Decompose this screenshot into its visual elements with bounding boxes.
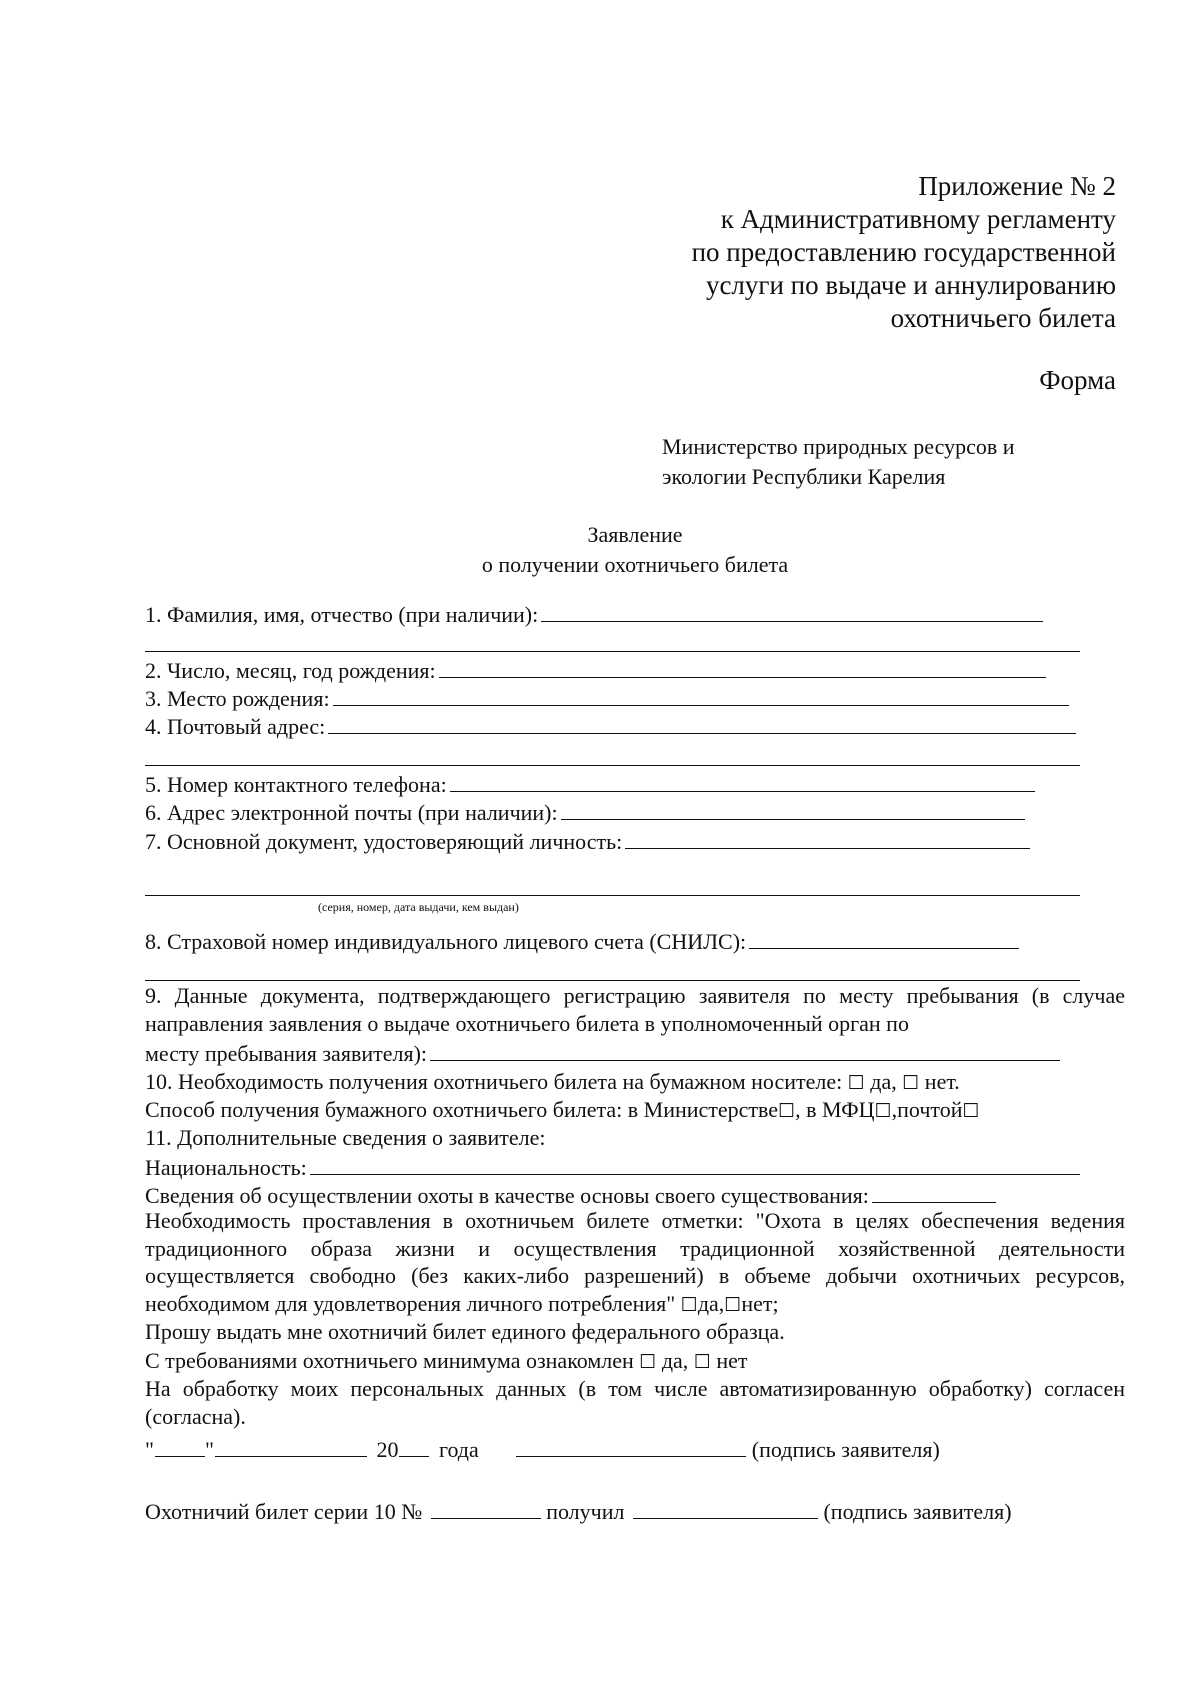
method-mfc-label: , в МФЦ — [795, 1097, 875, 1122]
received-mid: получил — [546, 1499, 625, 1524]
recipient-block — [662, 432, 1015, 492]
email-input-line[interactable] — [561, 797, 1025, 820]
field-label: 4. Почтовый адрес: — [145, 714, 326, 739]
minimum-no-checkbox[interactable]: ☐ — [693, 1351, 711, 1373]
field-label: 8. Страховой номер индивидуального лицевого счета (СНИЛС): — [145, 929, 747, 954]
field-label: 6. Адрес электронной почты (при наличии): — [145, 800, 558, 825]
field-label: Сведения об осуществлении охоты в качестве основы своего существования: — [145, 1183, 869, 1208]
field-label: 9. Данные документа, подтверждающего регистрацию заявителя по месту пребывания (в случае направления заявления о выдаче охотничьего билета в уполномоченный орган по — [145, 983, 1125, 1036]
full-name-extra-line[interactable] — [145, 651, 1080, 652]
month-input-line[interactable] — [215, 1434, 367, 1457]
field-traditional-mark — [145, 1207, 1125, 1320]
field-snils — [145, 926, 1019, 956]
day-input-line[interactable] — [155, 1434, 205, 1457]
field-identity-document — [145, 826, 1030, 856]
snils-extra-line[interactable] — [145, 980, 1080, 981]
appendix-line: по предоставлению государственной — [691, 237, 1116, 267]
method-ministry-checkbox[interactable]: ☐ — [778, 1100, 796, 1122]
quote-close: " — [204, 1437, 214, 1462]
identity-document-hint: (серия, номер, дата выдачи, кем выдан) — [318, 900, 519, 914]
postal-address-input-line[interactable] — [328, 711, 1076, 734]
snils-input-line[interactable] — [749, 926, 1019, 949]
consent-text: На обработку моих персональных данных (в том числе автоматизированную обработку) согласен (согласна). — [145, 1376, 1125, 1429]
field-birth-place — [145, 683, 1069, 713]
field-registration-document — [145, 982, 1125, 1037]
appendix-header — [556, 170, 1116, 335]
birth-place-input-line[interactable] — [333, 683, 1069, 706]
field-label: 2. Число, месяц, год рождения: — [145, 658, 436, 683]
field-additional-info — [145, 1124, 546, 1152]
identity-document-extra-line[interactable] — [145, 895, 1080, 896]
signature-label: (подпись заявителя) — [751, 1437, 940, 1462]
paper-yes-checkbox[interactable]: ☐ — [847, 1072, 865, 1094]
method-post-checkbox[interactable]: ☐ — [962, 1100, 980, 1122]
field-label: 11. Дополнительные сведения о заявителе: — [145, 1125, 546, 1150]
field-label: Способ получения бумажного охотничьего билета: в Министерстве — [145, 1097, 779, 1122]
field-hunting-basis — [145, 1180, 996, 1210]
appendix-line: к Административному регламенту — [720, 204, 1116, 234]
hunting-basis-input-line[interactable] — [872, 1180, 996, 1203]
field-request — [145, 1318, 785, 1346]
field-paper-ticket — [145, 1068, 960, 1097]
title-subline: о получении охотничьего билета — [481, 552, 789, 577]
field-label: С требованиями охотничьего минимума ознакомлен — [145, 1348, 634, 1373]
field-label: Национальность: — [145, 1155, 307, 1180]
field-label: 1. Фамилия, имя, отчество (при наличии): — [145, 602, 539, 627]
recipient-line: экологии Республики Карелия — [662, 464, 946, 489]
recipient-line: Министерство природных ресурсов и — [662, 434, 1015, 459]
registration-document-input-line[interactable] — [430, 1038, 1060, 1061]
field-label: 5. Номер контактного телефона: — [145, 772, 447, 797]
field-email — [145, 797, 1025, 827]
field-label: месту пребывания заявителя): — [145, 1041, 428, 1066]
method-mfc-checkbox[interactable]: ☐ — [874, 1100, 892, 1122]
year-input-line[interactable] — [399, 1434, 429, 1457]
field-label: 3. Место рождения: — [145, 686, 330, 711]
mark-no-label: нет; — [741, 1291, 779, 1317]
field-postal-address — [145, 711, 1076, 741]
mark-yes-checkbox[interactable]: ☐ — [680, 1294, 698, 1317]
year-suffix: года — [438, 1437, 479, 1462]
field-label: 10. Необходимость получения охотничьего билета на бумажном носителе: — [145, 1069, 843, 1094]
field-nationality — [145, 1152, 1080, 1182]
year-prefix: 20 — [376, 1437, 399, 1462]
received-prefix: Охотничий билет серии 10 № — [145, 1499, 423, 1524]
birth-date-input-line[interactable] — [439, 655, 1046, 678]
paper-yes-label: да, — [870, 1069, 897, 1094]
received-row — [145, 1496, 1012, 1526]
appendix-line: Приложение № 2 — [918, 171, 1116, 201]
field-receipt-method — [145, 1096, 980, 1125]
ticket-number-input-line[interactable] — [431, 1496, 541, 1519]
field-full-name — [145, 599, 1043, 629]
field-hunting-minimum — [145, 1347, 748, 1376]
nationality-input-line[interactable] — [310, 1152, 1080, 1175]
form-label: Форма — [1039, 365, 1116, 395]
field-registration-document-last — [145, 1038, 1060, 1068]
appendix-line: охотничьего билета — [890, 303, 1116, 333]
signature-input-line[interactable] — [516, 1434, 746, 1457]
postal-address-extra-line[interactable] — [145, 765, 1080, 766]
identity-document-input-line[interactable] — [625, 826, 1030, 849]
title-line: Заявление — [587, 522, 683, 547]
field-label: 7. Основной документ, удостоверяющий личность: — [145, 829, 623, 854]
minimum-yes-label: да, — [661, 1348, 689, 1373]
field-phone — [145, 769, 1035, 799]
paper-no-checkbox[interactable]: ☐ — [902, 1072, 920, 1094]
document-title — [0, 520, 1200, 580]
quote-open: " — [145, 1437, 154, 1462]
mark-no-checkbox[interactable]: ☐ — [724, 1294, 742, 1317]
minimum-yes-checkbox[interactable]: ☐ — [639, 1351, 657, 1373]
field-birth-date — [145, 655, 1046, 685]
request-text: Прошу выдать мне охотничий билет единого федерального образца. — [145, 1319, 785, 1344]
received-signature-input-line[interactable] — [633, 1496, 818, 1519]
method-post-label: ,почтой — [891, 1097, 963, 1122]
date-signature-row — [145, 1434, 940, 1464]
mark-yes-label: да, — [697, 1291, 725, 1317]
field-consent — [145, 1375, 1125, 1430]
phone-input-line[interactable] — [450, 769, 1035, 792]
field-label: Необходимость проставления в охотничьем билете отметки: "Охота в целях обеспечения ведения традиционного образа жизни и осуществления традиционной хозяйственной деятельности осуществляется свободно (без каких-либо разрешений) в объеме добычи охотничьих ресурсов, необходимом для удовлетворения личного потребления" — [145, 1208, 1125, 1317]
paper-no-label: нет. — [924, 1069, 960, 1094]
full-name-input-line[interactable] — [541, 599, 1043, 622]
received-signature-label: (подпись заявителя) — [823, 1499, 1012, 1524]
appendix-line: услуги по выдаче и аннулированию — [705, 270, 1116, 300]
minimum-no-label: нет — [716, 1348, 748, 1373]
